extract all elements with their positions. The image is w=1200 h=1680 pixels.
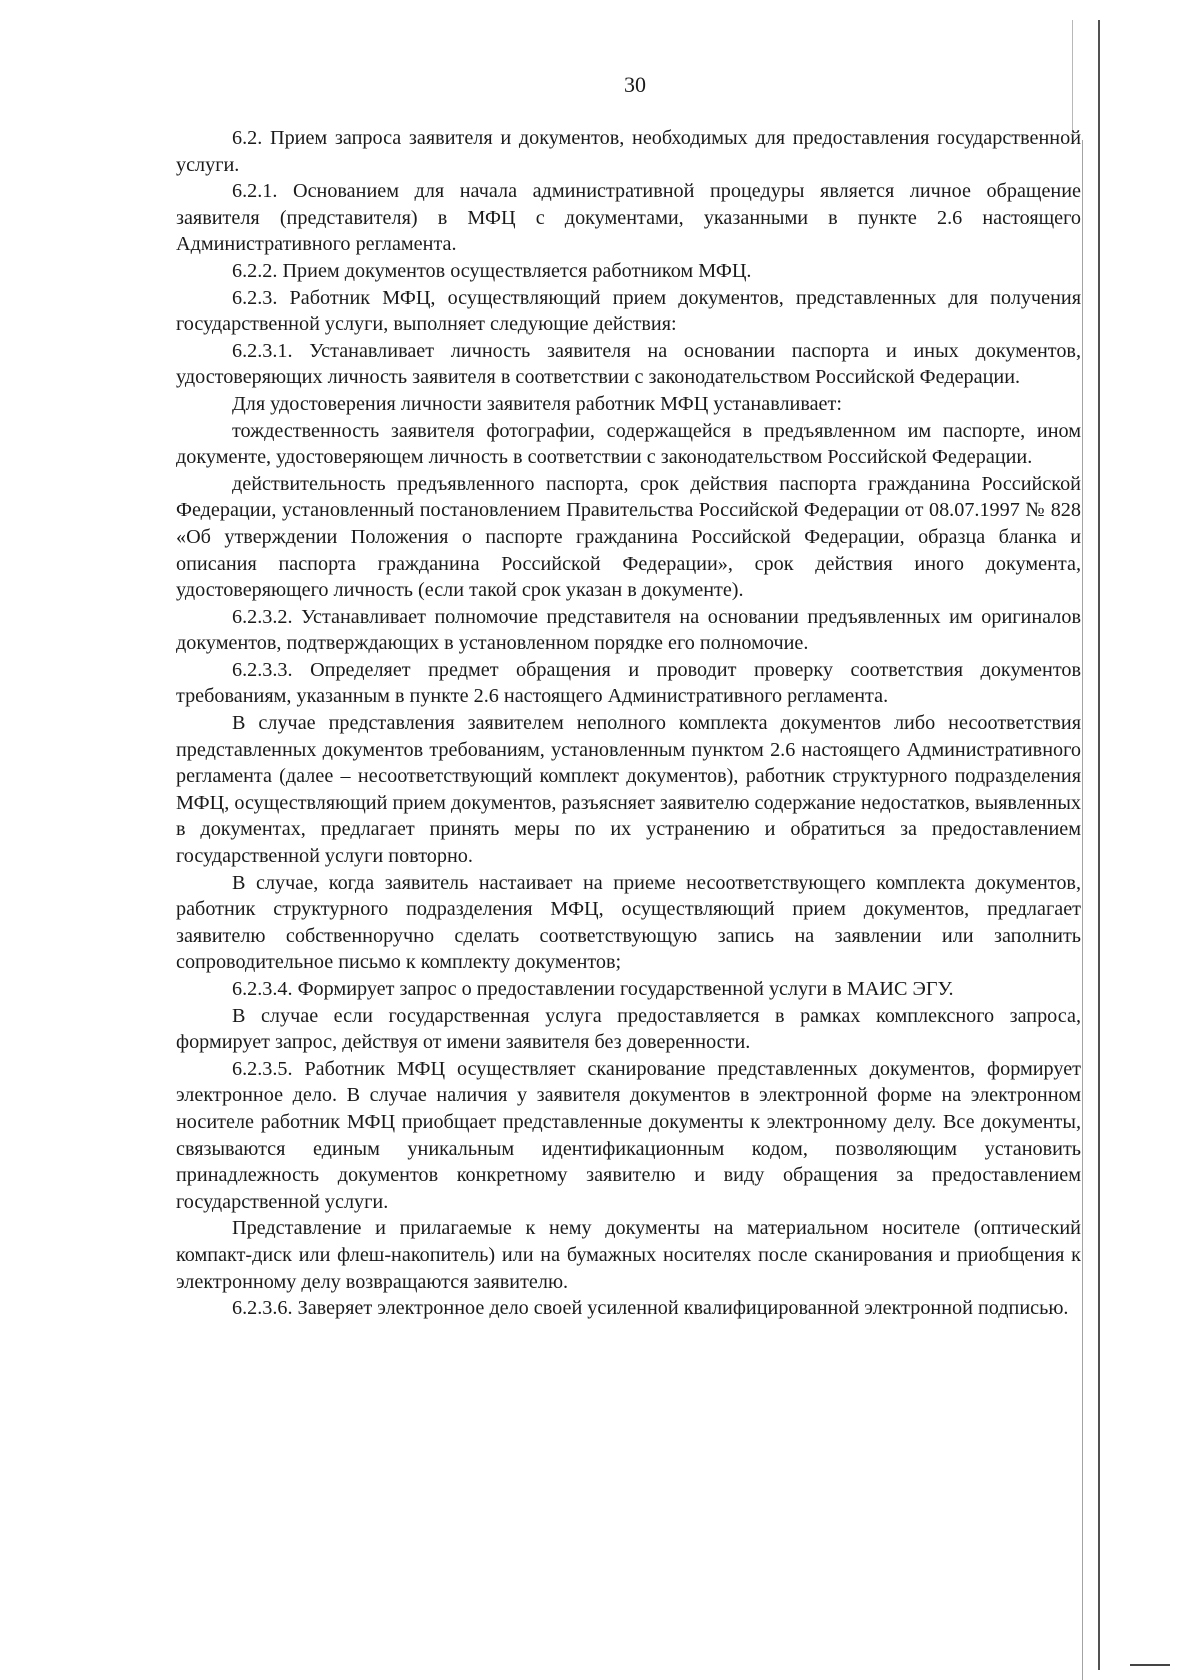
paragraph: 6.2.3. Работник МФЦ, осуществляющий прием документов, представленных для получения государственной услуги, выполняет следующие действия: <box>176 286 1081 336</box>
scan-artifact-line <box>1082 140 1083 1680</box>
paragraph: Для удостоверения личности заявителя работник МФЦ устанавливает: <box>232 392 842 415</box>
scan-artifact-line <box>1098 20 1100 1670</box>
paragraph: Представление и прилагаемые к нему документы на материальном носителе (оптический компакт-диск или флеш-накопитель) или на бумажных носителях после сканирования и приобщения к электронному делу возвращаются заявителю. <box>176 1217 1081 1293</box>
scan-artifact-dash <box>1130 1664 1170 1666</box>
paragraph: 6.2.2. Прием документов осуществляется работником МФЦ. <box>232 259 752 282</box>
paragraph: 6.2.3.3. Определяет предмет обращения и проводит проверку соответствия документов требованиям, указанным в пункте 2.6 настоящего Административного регламента. <box>176 658 1081 708</box>
paragraph: 6.2.3.4. Формирует запрос о предоставлении государственной услуги в МАИС ЭГУ. <box>232 978 954 1000</box>
paragraph: 6.2.3.1. Устанавливает личность заявителя на основании паспорта и иных документов, удостоверяющих личность заявителя в соответствии с законодательством Российской Федерации. <box>176 339 1081 389</box>
paragraph: 6.2.1. Основанием для начала административной процедуры является личное обращение заявителя (представителя) в МФЦ с документами, указанными в пункте 2.6 настоящего Административного регламента. <box>176 180 1081 256</box>
paragraph: 6.2. Прием запроса заявителя и документов, необходимых для предоставления государственной услуги. <box>176 127 1081 176</box>
paragraph: В случае представления заявителем неполного комплекта документов либо несоответствия представленных документов требованиям, установленным пунктом 2.6 настоящего Административного регламента (далее – несоответствующий комплект документов), работник структурного подразделения МФЦ, осуществляющий прием документов, разъясняет заявителю содержание недостатков, выявленных в документах, предлагает принять меры по их устранению и обратиться за предоставлением государственной услуги повторно. <box>176 712 1081 868</box>
page-number: 30 <box>624 72 646 97</box>
paragraph: 6.2.3.6. Заверяет электронное дело своей усиленной квалифицированной электронной подписью. <box>232 1297 1069 1320</box>
document-body <box>176 125 1081 1322</box>
paragraph: тождественность заявителя фотографии, содержащейся в предъявленном им паспорте, ином документе, удостоверяющем личность в соответствии с законодательством Российской Федерации. <box>176 419 1081 469</box>
paragraph: В случае если государственная услуга предоставляется в рамках комплексного запроса, формирует запрос, действуя от имени заявителя без доверенности. <box>176 1004 1081 1054</box>
paragraph: 6.2.3.2. Устанавливает полномочие представителя на основании предъявленных им оригиналов документов, подтверждающих в установленном порядке его полномочие. <box>176 605 1081 655</box>
paragraph: действительность предъявленного паспорта, срок действия паспорта гражданина Российской Федерации, установленный постановлением Правительства Российской Федерации от 08.07.1997 № 828 «Об утверждении Положения о паспорте гражданина Российской Федерации, образца бланка и описания паспорта гражданина Российской Федерации», срок действия иного документа, удостоверяющего личность (если такой срок указан в документе). <box>176 472 1081 602</box>
paragraph: 6.2.3.5. Работник МФЦ осуществляет сканирование представленных документов, формирует электронное дело. В случае наличия у заявителя документов в электронной форме на электронном носителе работник МФЦ приобщает представленные документы к электронному делу. Все документы, связываются единым уникальным идентификационным кодом, позволяющим установить принадлежность документов конкретному заявителю и виду обращения за предоставлением государственной услуги. <box>176 1057 1081 1213</box>
paragraph: В случае, когда заявитель настаивает на приеме несоответствующего комплекта документов, работник структурного подразделения МФЦ, осуществляющий прием документов, предлагает заявителю собственноручно сделать соответствующую запись на заявлении или заполнить сопроводительное письмо к комплекту документов; <box>176 871 1081 974</box>
